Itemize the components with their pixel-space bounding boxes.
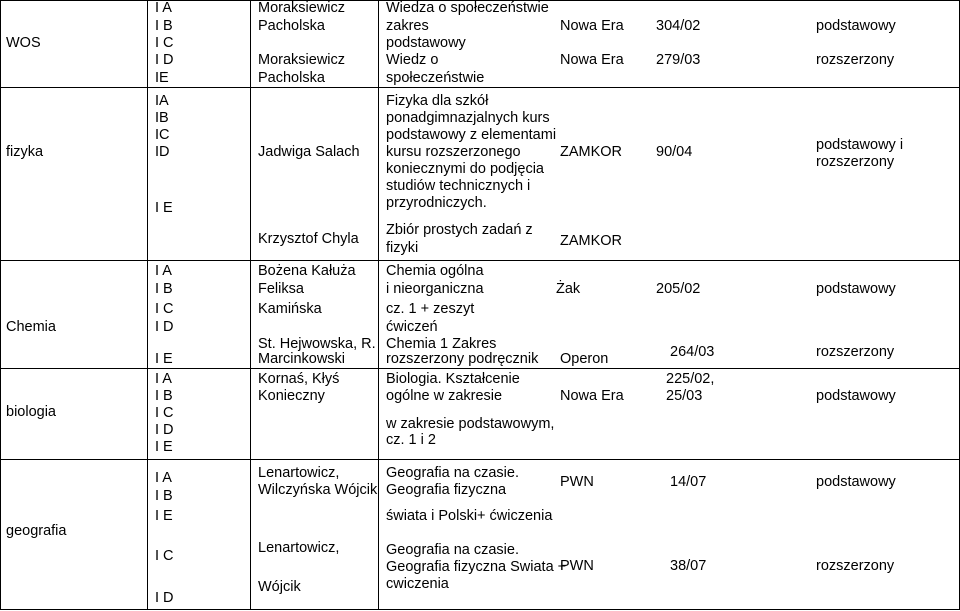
class-label: IE [155,70,169,86]
class-label: I A [155,263,172,279]
number-cell: 38/07 [670,558,707,574]
author-cell: Wójcik [258,579,301,595]
title-cell: Fizyka dla szkół [386,93,489,109]
title-cell: Geografia fizyczna Swiata + [386,559,567,575]
number-cell: 304/02 [656,18,701,34]
title-cell: ćwiczeń [386,319,438,335]
publisher-cell: Żak [556,281,581,297]
number-cell: 90/04 [656,144,693,160]
subject-cell: geografia [6,523,67,539]
level-cell: rozszerzony [816,558,895,574]
title-cell: przyrodniczych. [386,195,487,211]
class-label: I D [155,422,174,438]
number-cell: 14/07 [670,474,707,490]
author-cell: Konieczny [258,388,325,404]
title-cell: fizyki [386,240,419,256]
title-cell: ponadgimnazjalnych kurs [386,110,550,126]
level-cell: podstawowy [816,18,896,34]
author-cell: Kornaś, Kłyś [258,371,340,387]
row-divider [0,459,960,460]
class-label: I B [155,18,173,34]
column-divider [250,0,251,610]
class-label: IA [155,93,169,109]
author-cell: Marcinkowski [258,351,346,367]
title-cell: koniecznymi do podjęcia [386,161,544,177]
level-cell: rozszerzony [816,52,895,68]
class-label: I E [155,351,173,367]
number-cell: 205/02 [656,281,701,297]
class-label: IB [155,110,169,126]
author-cell: Moraksiewicz [258,52,346,68]
class-label: I E [155,508,173,524]
author-cell: Pacholska [258,70,325,86]
title-cell: i nieorganiczna [386,281,484,297]
publisher-cell: Nowa Era [560,18,624,34]
level-cell: podstawowy [816,474,896,490]
class-label: ID [155,144,170,160]
publisher-cell: ZAMKOR [560,144,623,160]
title-cell: Chemia 1 Zakres [386,336,497,352]
subject-cell: Chemia [6,319,56,335]
class-label: I C [155,301,174,317]
title-cell: społeczeństwie [386,70,485,86]
author-cell: Krzysztof Chyla [258,231,359,247]
row-divider [0,368,960,369]
number-cell: 225/02, [666,371,715,387]
title-cell: Wiedz o [386,52,439,68]
title-cell: ogólne w zakresie [386,388,503,404]
class-label: I B [155,388,173,404]
class-label: I C [155,548,174,564]
author-cell: Moraksiewicz [258,0,346,16]
class-label: I D [155,319,174,335]
author-cell: Bożena Kałuża [258,263,356,279]
subject-cell: WOS [6,35,41,51]
number-cell: 25/03 [666,388,703,404]
title-cell: świata i Polski+ ćwiczenia [386,508,553,524]
subject-cell: fizyka [6,144,44,160]
title-cell: cz. 1 i 2 [386,432,436,448]
class-label: I A [155,371,172,387]
class-label: I E [155,439,173,455]
class-label: I C [155,35,174,51]
title-cell: rozszerzony podręcznik [386,351,539,367]
author-cell: Wilczyńska Wójcik [258,482,378,498]
title-cell: podstawowy z elementami [386,127,557,143]
title-cell: studiów technicznych i [386,178,531,194]
publisher-cell: ZAMKOR [560,233,623,249]
title-cell: cz. 1 + zeszyt [386,301,475,317]
title-cell: Biologia. Kształcenie [386,371,520,387]
number-cell: 264/03 [670,344,715,360]
title-cell: cwiczenia [386,576,449,592]
title-cell: zakres [386,18,429,34]
level-cell: podstawowy [816,281,896,297]
class-label: IC [155,127,170,143]
author-cell: Pacholska [258,18,325,34]
class-label: I B [155,281,173,297]
class-label: I B [155,488,173,504]
title-cell: Geografia na czasie. [386,465,519,481]
publisher-cell: PWN [560,474,594,490]
author-cell: St. Hejwowska, R. [258,336,376,352]
title-cell: Geografia fizyczna [386,482,507,498]
column-divider [0,0,1,610]
class-label: I C [155,405,174,421]
publisher-cell: Nowa Era [560,388,624,404]
title-cell: Wiedza o społeczeństwie [386,0,549,16]
class-label: I A [155,470,172,486]
column-divider [378,0,379,610]
class-label: I D [155,590,174,606]
subject-cell: biologia [6,404,56,420]
publisher-cell: PWN [560,558,594,574]
title-cell: w zakresie podstawowym, [386,416,555,432]
class-label: I A [155,0,172,16]
level-cell: podstawowy i [816,137,904,153]
row-divider [0,260,960,261]
column-divider [147,0,148,610]
number-cell: 279/03 [656,52,701,68]
level-cell: podstawowy [816,388,896,404]
author-cell: Lenartowicz, [258,540,340,556]
title-cell: kursu rozszerzonego [386,144,521,160]
class-label: I E [155,200,173,216]
title-cell: Geografia na czasie. [386,542,519,558]
class-label: I D [155,52,174,68]
author-cell: Kamińska [258,301,322,317]
row-divider [0,87,960,88]
author-cell: Jadwiga Salach [258,144,360,160]
title-cell: Zbiór prostych zadań z [386,222,533,238]
table-border-bottom [0,609,960,610]
level-cell: rozszerzony [816,344,895,360]
title-cell: podstawowy [386,35,466,51]
publisher-cell: Operon [560,351,609,367]
title-cell: Chemia ogólna [386,263,484,279]
author-cell: Feliksa [258,281,304,297]
level-cell: rozszerzony [816,154,895,170]
author-cell: Lenartowicz, [258,465,340,481]
publisher-cell: Nowa Era [560,52,624,68]
